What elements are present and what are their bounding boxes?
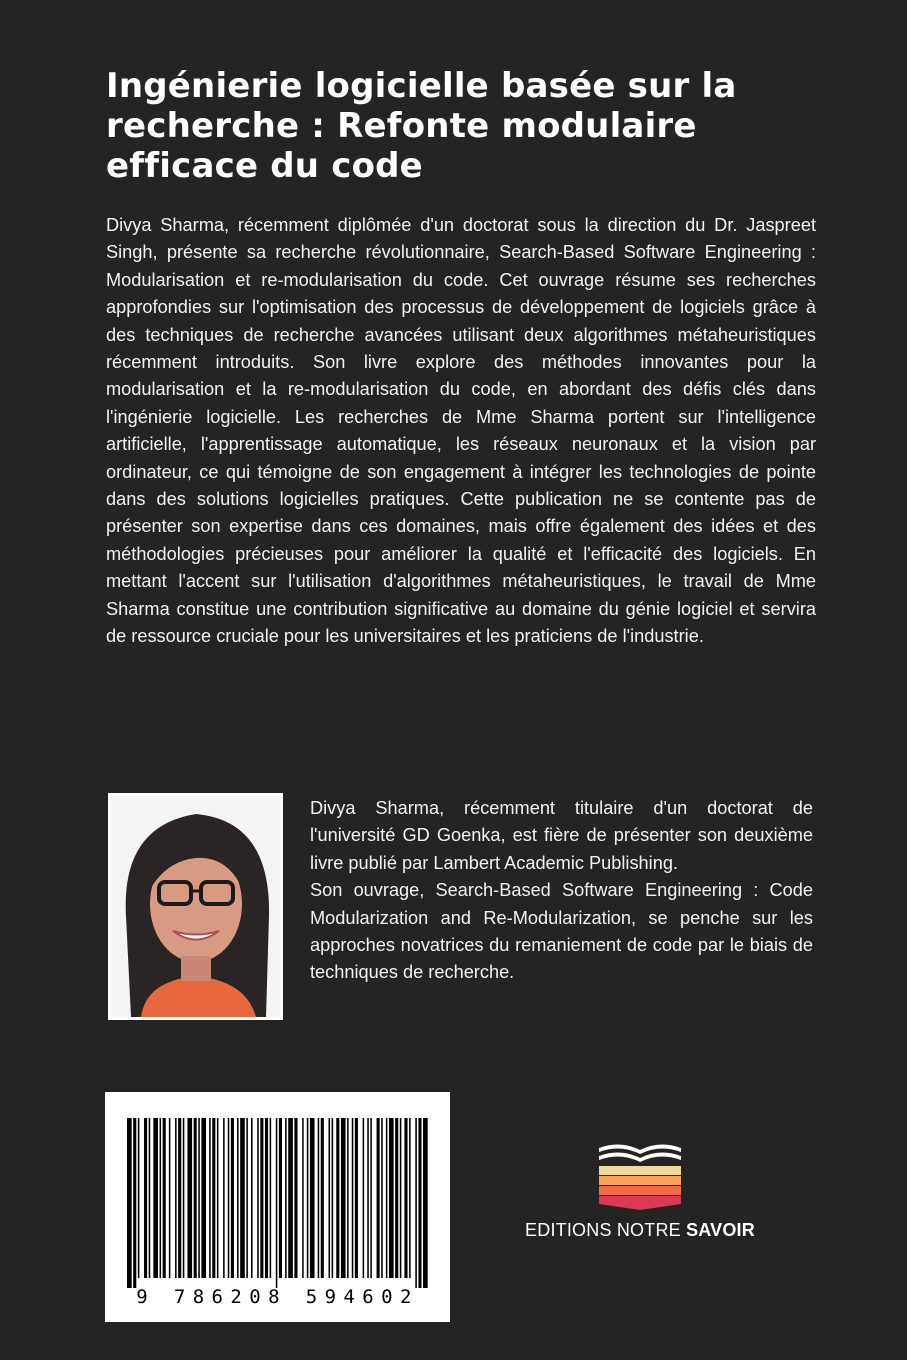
barcode-bar — [144, 1118, 147, 1278]
barcode-bar — [415, 1118, 417, 1288]
barcode-bar — [127, 1118, 132, 1288]
open-book-logo-icon — [595, 1138, 685, 1210]
publisher-logo — [520, 1138, 760, 1248]
barcode-bar — [370, 1118, 372, 1278]
barcode-bar — [423, 1118, 428, 1288]
barcode-bar — [285, 1118, 287, 1278]
barcode-bar — [352, 1118, 354, 1278]
barcode-bar — [183, 1118, 185, 1278]
barcode-bar — [251, 1118, 253, 1278]
barcode-bar — [363, 1118, 365, 1278]
barcode-bar — [198, 1118, 200, 1278]
barcode-bar — [212, 1118, 215, 1278]
barcode-bar — [329, 1118, 331, 1278]
barcode-bar — [163, 1118, 166, 1278]
publisher-name — [520, 1220, 760, 1241]
barcode-bar — [294, 1118, 297, 1278]
barcode-bar — [246, 1118, 248, 1278]
barcode-bar — [318, 1118, 320, 1278]
barcode-bar — [279, 1118, 282, 1278]
barcode-bar — [178, 1118, 181, 1278]
barcode-bar — [194, 1118, 197, 1278]
barcode-bar — [187, 1118, 192, 1278]
author-photo — [108, 793, 283, 1020]
publisher-name-regular: EDITIONS NOTRE — [525, 1220, 687, 1240]
barcode-bar — [336, 1118, 339, 1278]
author-bio-paragraph: Divya Sharma, récemment titulaire d'un doctorat de l'université GD Goenka, est fière de présenter son deuxième livre publié par Lambert Academic Publishing. — [310, 798, 813, 873]
barcode-bar — [270, 1118, 272, 1278]
barcode-bar — [310, 1118, 315, 1278]
barcode-bar — [400, 1118, 402, 1278]
barcode-bar — [217, 1118, 219, 1278]
barcode-bar — [321, 1118, 324, 1278]
barcode-bar — [149, 1118, 151, 1278]
barcode-bar — [153, 1118, 158, 1278]
barcode-bar — [260, 1118, 263, 1278]
barcode-bar — [240, 1118, 245, 1278]
barcode-bar — [138, 1118, 140, 1278]
barcode-bar — [355, 1118, 358, 1278]
barcode-bar — [395, 1118, 398, 1278]
book-title: Ingénierie logicielle basée sur la recherche : Refonte modulaire efficace du code — [106, 66, 737, 186]
isbn-barcode — [105, 1092, 450, 1322]
book-summary: Divya Sharma, récemment diplômée d'un doctorat sous la direction du Dr. Jaspreet Singh, présente sa recherche révolutionnaire, Search-Based Software Engineering : Modularisation et re-modularisation du code. Cet ouvrage résume ses recherches approfondies sur l'optimisation des processus de développement de logiciels grâce à des techniques de recherche avancées utilisant deux algorithmes métaheuristiques récemment introduits. Son livre explore des méthodes innovantes pour la modularisation et la re-modularisation du code, en abordant des défis clés dans l'ingénierie logicielle. Les recherches de Mme Sharma portent sur l'intelligence artificielle, l'apprentissage automatique, les réseaux neuronaux et la vision par ordinateur, ce qui témoigne de son engagement à intégrer les technologies de pointe dans des solutions logicielles pratiques. Cette publication ne se contente pas de présenter son expertise dans ces domaines, mais offre également des idées et des méthodologies précieuses pour améliorer la qualité et l'efficacité des logiciels. En mettant l'accent sur l'utilisation d'algorithmes métaheuristiques, le travail de Mme Sharma constitue une contribution significative au domaine du génie logiciel et servira de ressource cruciale pour les universitaires et les praticiens de l'industrie. — [106, 215, 816, 647]
barcode-bar — [223, 1118, 225, 1278]
barcode-bar — [257, 1118, 259, 1278]
barcode-bar — [302, 1118, 304, 1278]
barcode-bar — [332, 1118, 334, 1278]
barcode-bar — [341, 1118, 346, 1278]
barcode-bar — [175, 1118, 177, 1278]
barcode-bar — [377, 1118, 380, 1278]
barcode-bar — [209, 1118, 211, 1278]
author-portrait-icon — [111, 796, 280, 1017]
author-bio — [310, 795, 813, 987]
barcode-bar — [409, 1118, 411, 1278]
barcode-bar — [228, 1118, 230, 1278]
barcode-bar — [389, 1118, 394, 1278]
barcode-bar — [347, 1118, 349, 1278]
barcode-bar — [201, 1118, 206, 1278]
barcode-bar — [237, 1118, 239, 1278]
barcode-bar — [367, 1118, 369, 1278]
barcode-bar — [381, 1118, 383, 1278]
barcode-bar — [386, 1118, 388, 1278]
barcode-bar — [418, 1118, 421, 1288]
barcode-bar — [404, 1118, 407, 1278]
barcode-bar — [265, 1118, 268, 1278]
publisher-name-bold: SAVOIR — [686, 1220, 755, 1240]
isbn-number: 9 786208 594602 — [136, 1286, 419, 1308]
author-bio-paragraph: Son ouvrage, Search-Based Software Engineering : Code Modularization and Re-Modularization, se penche sur les approches novatrices du remaniement de code par le biais de techniques de recherche. — [310, 880, 813, 983]
barcode-bar — [160, 1118, 162, 1278]
barcode-bar — [231, 1118, 234, 1278]
barcode-bar — [288, 1118, 293, 1278]
barcode-bar — [307, 1118, 309, 1278]
barcode-bar — [169, 1118, 171, 1278]
barcode-bar — [276, 1118, 278, 1288]
barcode-bar — [133, 1118, 136, 1288]
